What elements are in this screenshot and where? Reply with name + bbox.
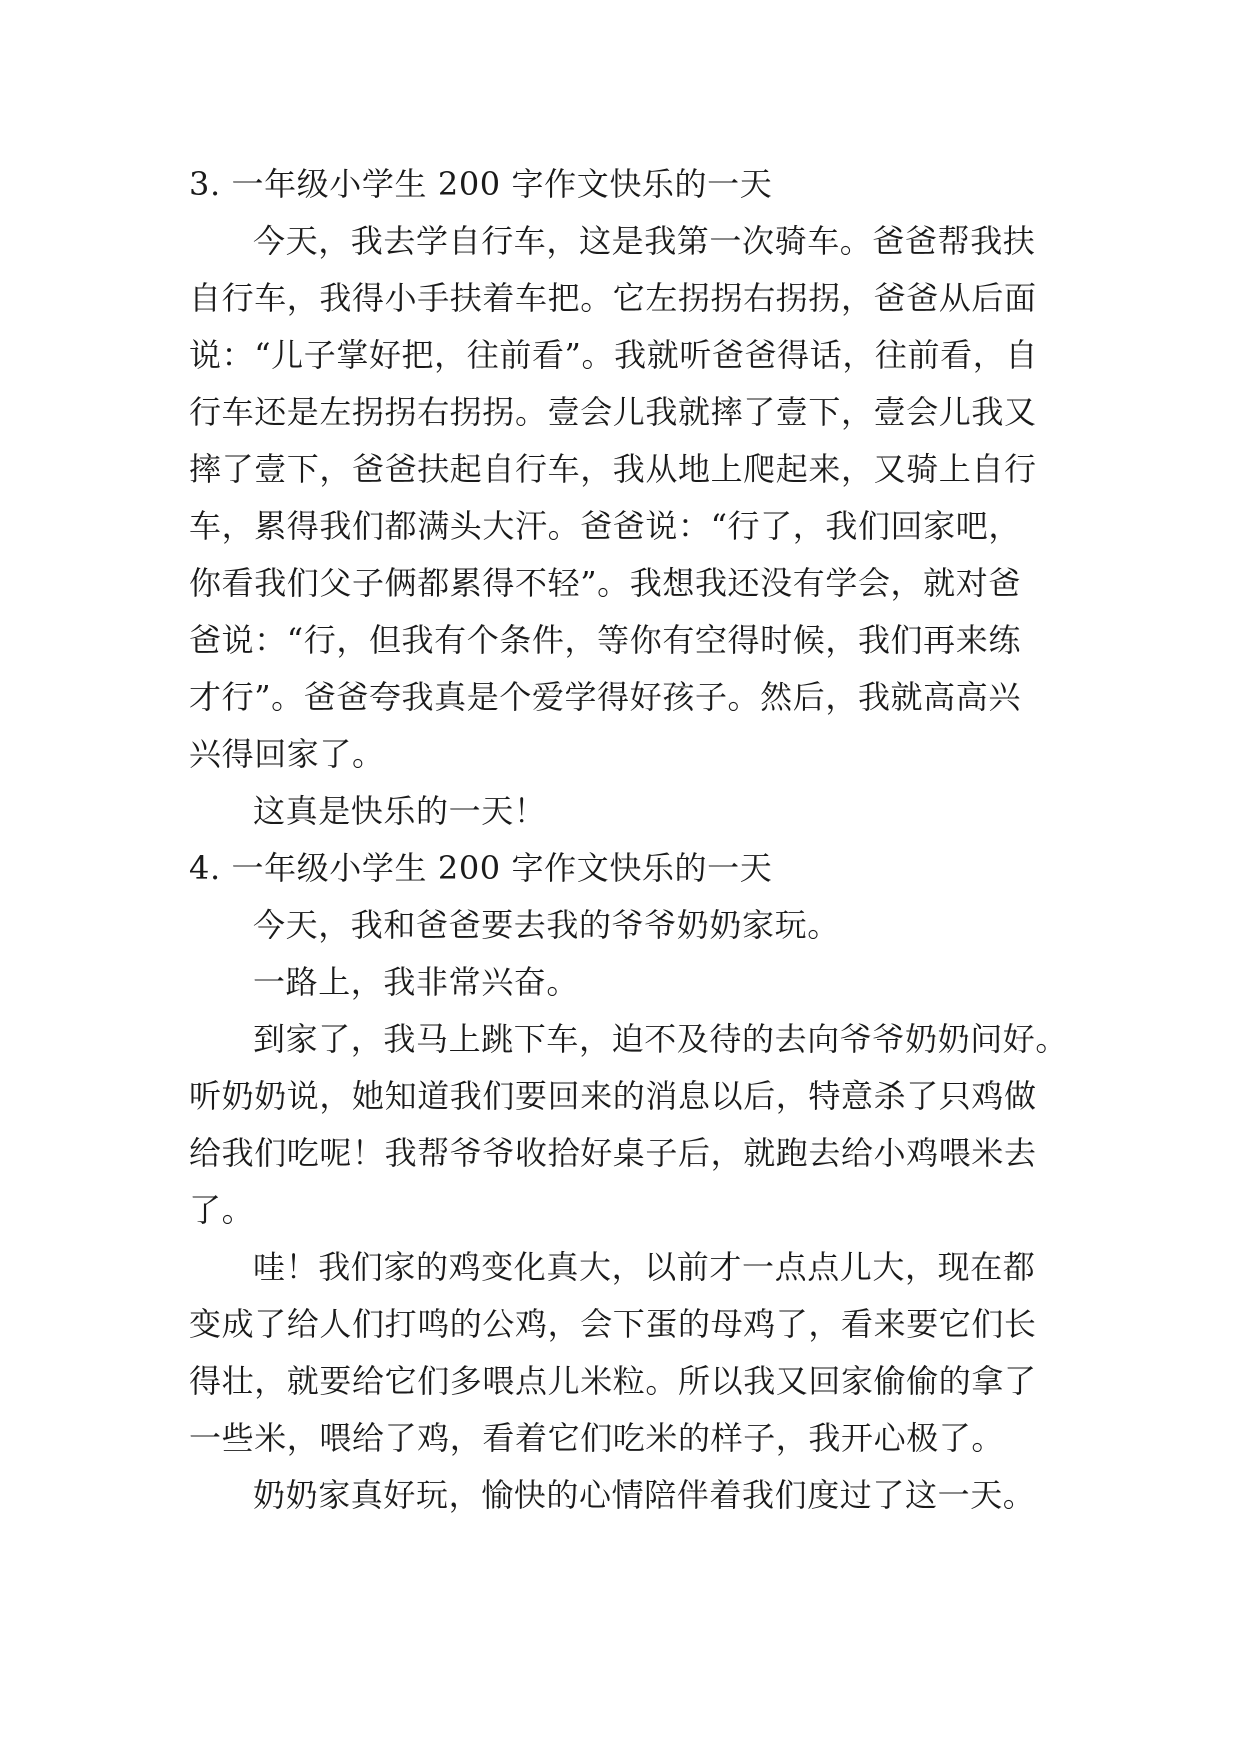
text-line: 到家了，我马上跳下车，迫不及待的去向爷爷奶奶问好。	[253, 1020, 1069, 1058]
text-line: 车，累得我们都满头大汗。爸爸说：“行了，我们回家吧，	[189, 507, 1021, 545]
essay-paragraph	[189, 1239, 1054, 1467]
text-line: 这真是快乐的一天！	[253, 792, 547, 830]
text-line: 得壮，就要给它们多喂点儿米粒。所以我又回家偷偷的拿了	[189, 1362, 1037, 1400]
essay-paragraph	[189, 954, 1054, 1011]
text-line: 听奶奶说，她知道我们要回来的消息以后，特意杀了只鸡做	[189, 1077, 1037, 1115]
essay-paragraph	[189, 897, 1054, 954]
text-line: 今天，我和爸爸要去我的爷爷奶奶家玩。	[253, 906, 840, 944]
essay-paragraph	[189, 1467, 1054, 1524]
essay-title: 4. 一年级小学生 200 字作文快乐的一天	[189, 849, 773, 887]
text-line: 才行”。爸爸夸我真是个爱学得好孩子。然后，我就高高兴	[189, 678, 1021, 716]
text-line: 奶奶家真好玩，愉快的心情陪伴着我们度过了这一天。	[253, 1476, 1036, 1514]
text-line: 行车还是左拐拐右拐拐。壹会儿我就摔了壹下，壹会儿我又	[189, 393, 1037, 431]
text-line: 变成了给人们打鸣的公鸡，会下蛋的母鸡了，看来要它们长	[189, 1305, 1037, 1343]
text-line: 哇！我们家的鸡变化真大，以前才一点点儿大，现在都	[253, 1248, 1036, 1286]
text-line: 你看我们父子俩都累得不轻”。我想我还没有学会，就对爸	[189, 564, 1021, 602]
essay-title: 3. 一年级小学生 200 字作文快乐的一天	[189, 165, 773, 203]
text-line: 摔了壹下，爸爸扶起自行车，我从地上爬起来，又骑上自行	[189, 450, 1037, 488]
essay-section-4	[189, 840, 1069, 1524]
essay-paragraph	[189, 1011, 1069, 1239]
text-line: 今天，我去学自行车，这是我第一次骑车。爸爸帮我扶	[253, 222, 1036, 260]
text-line: 说：“儿子掌好把，往前看”。我就听爸爸得话，往前看，自	[189, 336, 1038, 374]
text-line: 自行车，我得小手扶着车把。它左拐拐右拐拐，爸爸从后面	[189, 279, 1037, 317]
essay-paragraph	[189, 783, 1054, 840]
text-line: 兴得回家了。	[189, 735, 385, 773]
text-line: 一些米，喂给了鸡，看着它们吃米的样子，我开心极了。	[189, 1419, 1005, 1457]
text-line: 爸说：“行，但我有个条件，等你有空得时候，我们再来练	[189, 621, 1021, 659]
essay-paragraph	[189, 213, 1054, 783]
text-line: 了。	[189, 1191, 255, 1229]
document-page	[189, 156, 1069, 1524]
text-line: 给我们吃呢！我帮爷爷收拾好桌子后，就跑去给小鸡喂米去	[189, 1134, 1037, 1172]
essay-section-3	[189, 156, 1054, 840]
text-line: 一路上，我非常兴奋。	[253, 963, 580, 1001]
